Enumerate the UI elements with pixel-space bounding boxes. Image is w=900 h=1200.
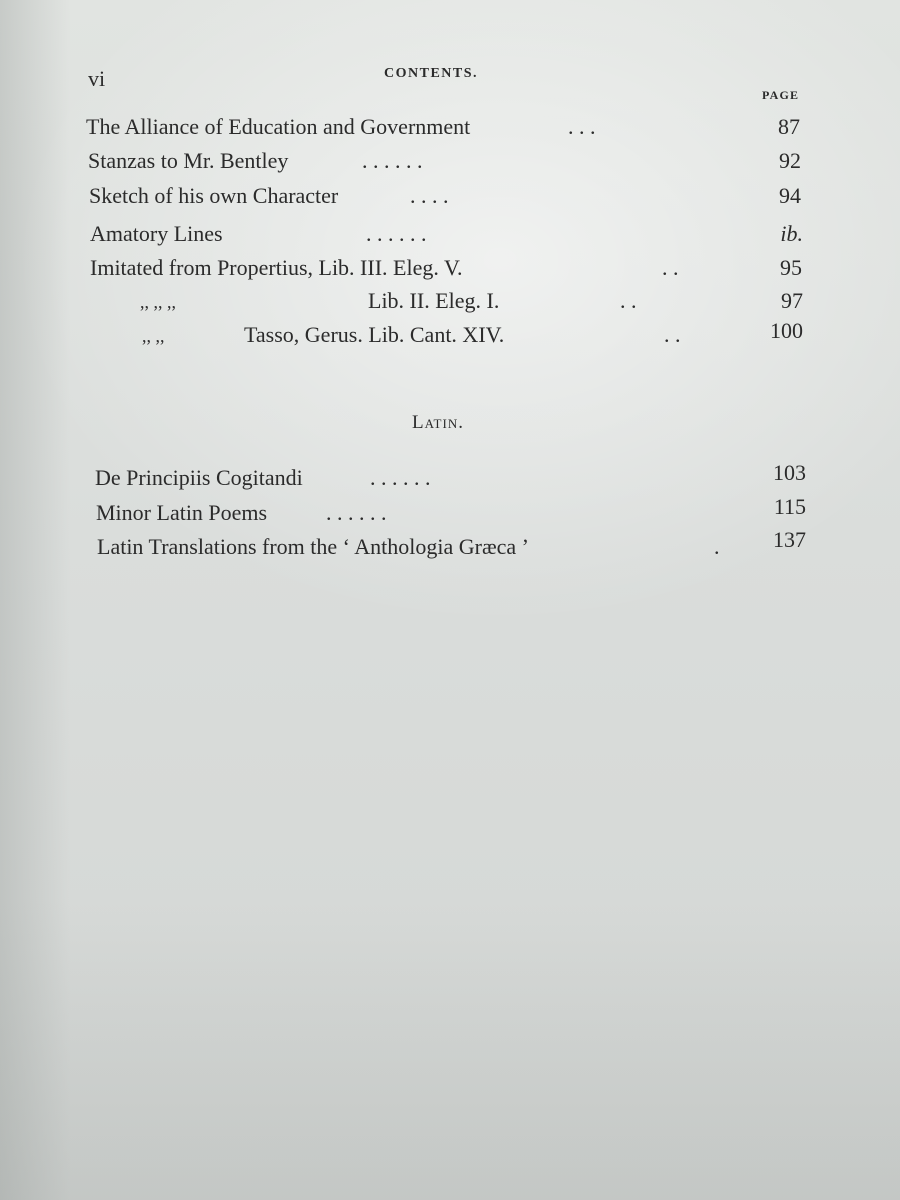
toc-entry-leader: . . . . . . xyxy=(370,465,431,490)
running-header: CONTENTS. xyxy=(384,66,479,81)
toc-entry-page: 87 xyxy=(778,114,800,139)
toc-entry-page: 97 xyxy=(781,288,803,313)
page-column-label: PAGE xyxy=(762,88,800,102)
toc-entry-leader: . . . xyxy=(568,114,596,139)
toc-entry-title: Sketch of his own Character xyxy=(89,183,339,208)
toc-entry-page: 100 xyxy=(770,318,803,343)
toc-entry-leader: . . xyxy=(664,322,681,347)
toc-entry-page: 137 xyxy=(773,527,806,552)
toc-entry-page: 115 xyxy=(773,494,806,519)
toc-entry-leader: . . . . . . xyxy=(366,221,427,246)
page-shadow-bottom xyxy=(0,900,900,1200)
toc-entry-leader: . . . . . . xyxy=(326,500,387,525)
toc-entry-leader: . xyxy=(714,534,720,559)
toc-entry-leader: . . xyxy=(620,288,637,313)
toc-entry-title: Amatory Lines xyxy=(90,221,223,246)
section-heading-latin: Latin. xyxy=(412,412,464,433)
ditto-marks: ,, ,, xyxy=(142,326,165,346)
toc-entry-page: 92 xyxy=(779,148,801,173)
toc-entry-title: The Alliance of Education and Government xyxy=(86,114,471,139)
toc-entry-page: ib. xyxy=(780,221,803,246)
toc-entry-leader: . . . . . . xyxy=(362,148,423,173)
toc-entry-title: Minor Latin Poems xyxy=(96,500,268,525)
toc-entry-page: 94 xyxy=(779,183,801,208)
toc-entry-title: Lib. II. Eleg. I. xyxy=(368,288,500,313)
toc-entry-page: 103 xyxy=(773,460,806,485)
toc-entry-title: Latin Translations from the ‘ Anthologia Græca ’ xyxy=(97,534,529,559)
toc-entry-title: De Principiis Cogitandi xyxy=(95,465,303,490)
ditto-marks: ,, ,, ,, xyxy=(140,292,176,312)
toc-entry-title: Stanzas to Mr. Bentley xyxy=(88,148,289,173)
page-folio: vi xyxy=(88,66,106,91)
toc-entry-page: 95 xyxy=(780,255,802,280)
toc-entry-title: Tasso, Gerus. Lib. Cant. XIV. xyxy=(244,322,505,347)
toc-entry-leader: . . . . xyxy=(410,183,449,208)
toc-entry-title: Imitated from Propertius, Lib. III. Eleg. V. xyxy=(90,255,463,280)
toc-entry-leader: . . xyxy=(662,255,679,280)
